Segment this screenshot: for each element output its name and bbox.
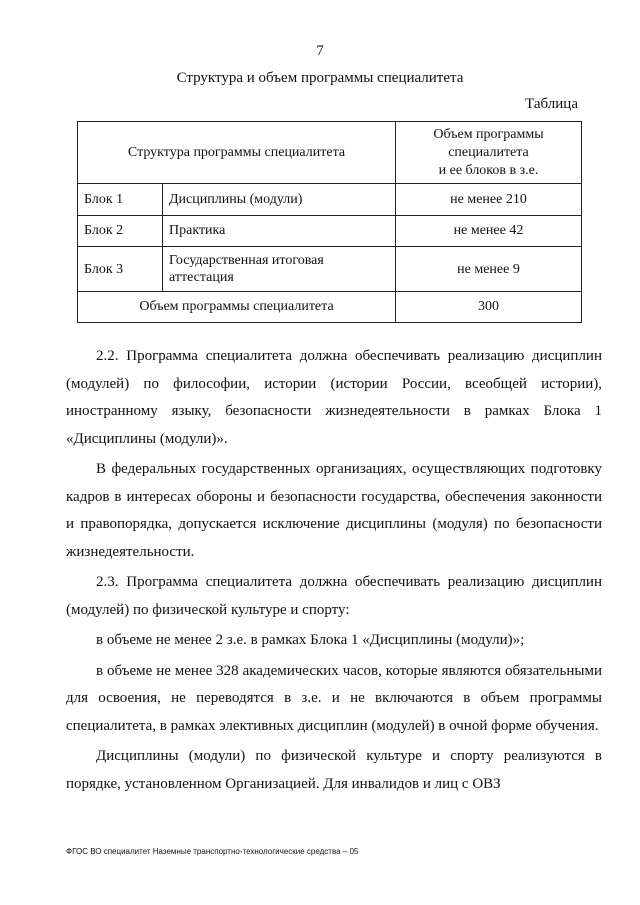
program-structure-table — [77, 121, 582, 323]
page-number: 7 — [316, 43, 324, 59]
block-cell: Блок 2 — [78, 216, 163, 247]
paragraph: В федеральных государственных организациях, осуществляющих подготовку кадров в интересах обороны и безопасности государства, обеспечения законности и правопорядка, допускается исключение дисциплины (модуля) по безопасности жизнедеятельности. — [66, 461, 602, 560]
table-header-row — [78, 122, 582, 184]
table-row — [78, 184, 582, 216]
paragraph: в объеме не менее 328 академических часов, которые являются обязательными для освоения, не переводятся в з.е. и не включаются в объем программы специалитета, в рамках элективных дисциплин (модулей) в очной форме обучения. — [66, 662, 602, 734]
table-total-row — [78, 292, 582, 323]
block-value-cell: не менее 9 — [396, 247, 582, 292]
table-row — [78, 247, 582, 292]
paragraph: 2.3. Программа специалитета должна обеспечивать реализацию дисциплин (модулей) по физической культуре и спорту: — [66, 574, 602, 618]
block-name-cell: Дисциплины (модули) — [163, 184, 396, 216]
paragraph: в объеме не менее 2 з.е. в рамках Блока 1 «Дисциплины (модули)»; — [96, 632, 525, 648]
paragraph: 2.2. Программа специалитета должна обеспечивать реализацию дисциплин (модулей) по философии, истории (истории России, всеобщей истории), иностранному языку, безопасности жизнедеятельности в рамках Блока 1 «Дисциплины (модули)». — [66, 348, 602, 447]
total-value-cell: 300 — [396, 292, 582, 323]
block-cell: Блок 1 — [78, 184, 163, 216]
header-volume-line: специалитета — [448, 144, 529, 160]
header-structure-cell: Структура программы специалитета — [78, 122, 396, 184]
block-value-cell: не менее 210 — [396, 184, 582, 216]
section-title: Структура и объем программы специалитета — [176, 70, 464, 86]
header-volume-line: и ее блоков в з.е. — [438, 162, 539, 178]
header-volume-line: Объем программы — [433, 126, 544, 142]
block-name-cell: Практика — [163, 216, 396, 247]
block-cell: Блок 3 — [78, 247, 163, 292]
body-text — [66, 343, 602, 798]
total-label-cell: Объем программы специалитета — [78, 292, 396, 323]
block-value-cell: не менее 42 — [396, 216, 582, 247]
paragraph: Дисциплины (модули) по физической культуре и спорту реализуются в порядке, установленном Организацией. Для инвалидов и лиц с ОВЗ — [66, 748, 602, 792]
document-footer: ФГОС ВО специалитет Наземные транспортно-технологические средства – 05 — [66, 847, 359, 856]
table-caption: Таблица — [525, 96, 578, 112]
table-row — [78, 216, 582, 247]
header-volume-cell — [396, 122, 582, 184]
block-name-cell: Государственная итоговая аттестация — [163, 247, 396, 292]
